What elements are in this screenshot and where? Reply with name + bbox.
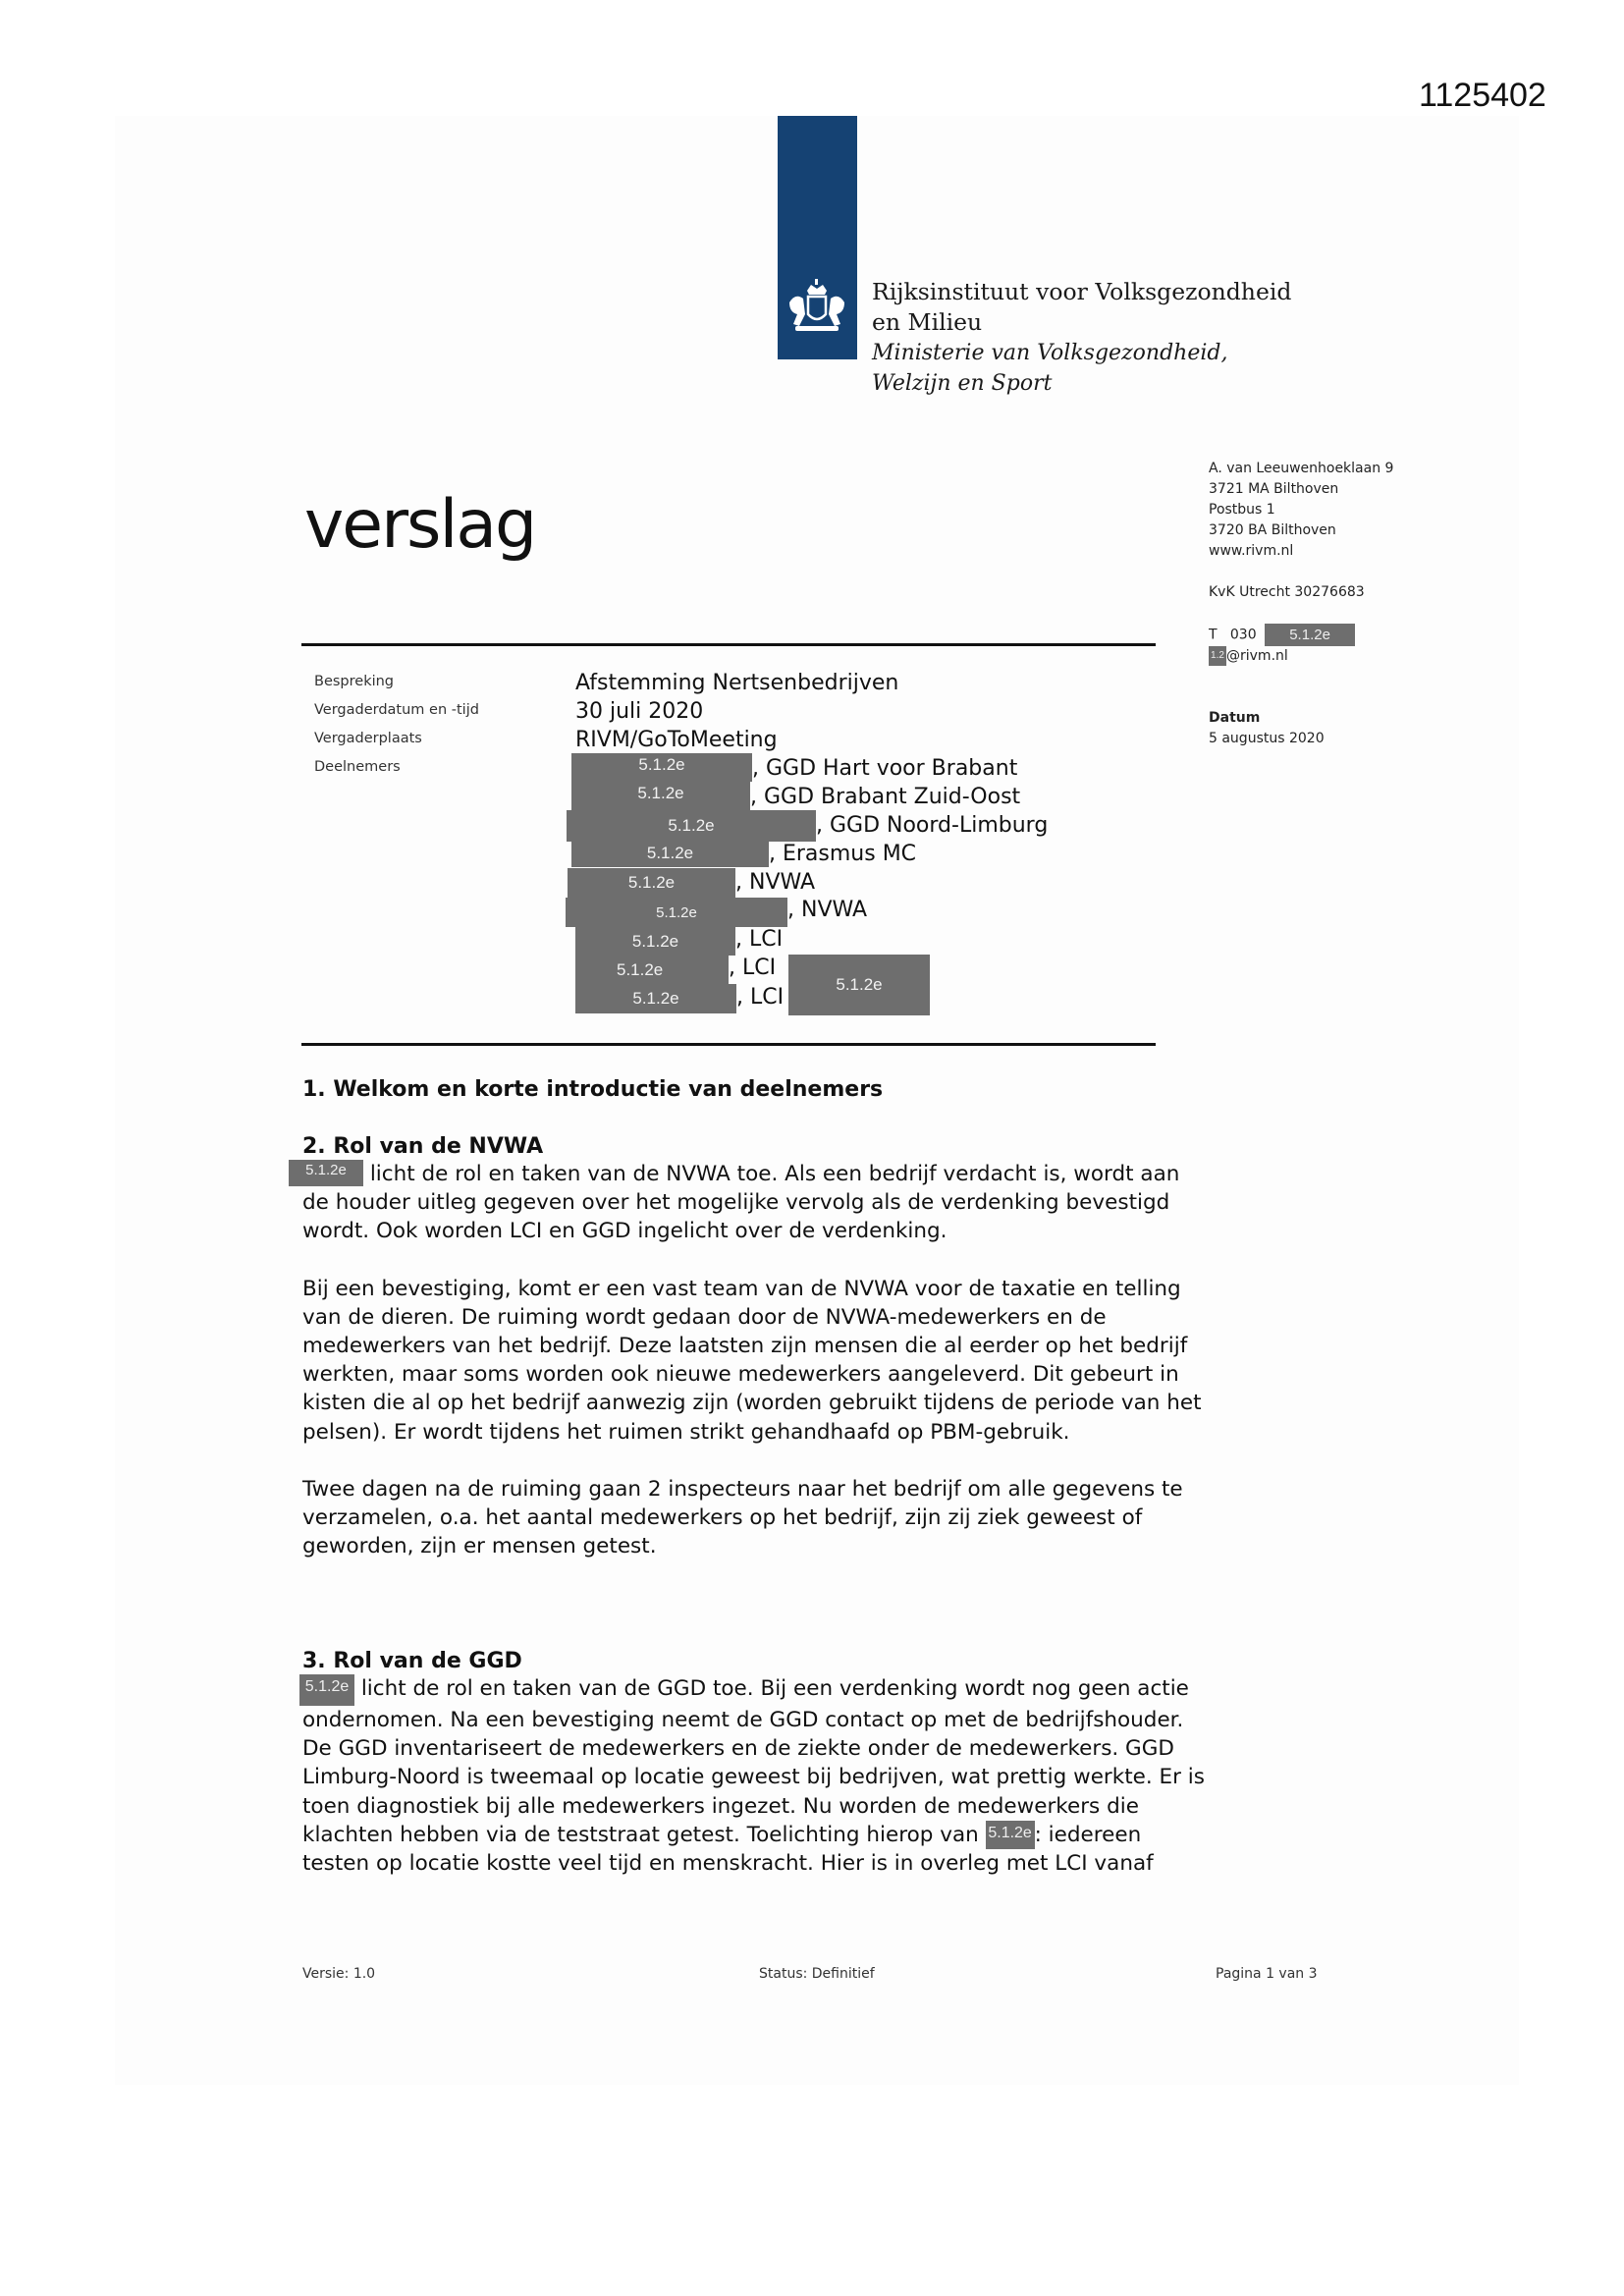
address-postal: 3721 MA Bilthoven [1209,481,1339,497]
participant-org: , LCI [736,985,785,1010]
org-line-1: Rijksinstituut voor Volksgezondheid [872,278,1292,305]
extra-redaction: 5.1.2e [788,955,930,1015]
paragraph-text: licht de rol en taken van de GGD toe. Bij een verdenking wordt nog geen actie ondernomen. Na een bevestiging neemt de GGD contact op met de bedrijfshouder. De GGD inventariseert de medewerkers en de ziekte onder de medewerkers. GGD Limburg-Noord is tweemaal op locatie geweest bij bedrijven, wat prettig werkte. Er is toen diagnostiek bij alle medewerkers ingezet. Nu worden de medewerkers die klachten hebben via de teststraat getest. Toelichting hierop van [302,1676,1205,1847]
meeting-subject: Afstemming Nertsenbedrijven [575,671,899,695]
section-3-heading: 3. Rol van de GGD [302,1649,522,1673]
section-2-paragraph-3: Twee dagen na de ruiming gaan 2 inspecteurs naar het bedrijf om alle gegevens te verzamelen, o.a. het aantal medewerkers op het bedrijf, zijn zij ziek geweest of geworden, zijn er mensen getest. [302,1476,1183,1559]
participant-redaction: 5.1.2e [575,984,736,1013]
email-line [1209,646,1393,667]
participant-redaction: 5.1.2e [567,810,816,842]
document-id: 1125402 [1419,77,1546,114]
participant-org: , LCI [735,927,784,952]
ministry-line-1: Ministerie van Volksgezondheid, [872,341,1228,365]
participant-redaction: 5.1.2e [566,898,787,927]
participant-redaction: 5.1.2e [571,782,750,810]
phone-prefix: T 030 [1209,627,1257,643]
meta-divider [301,1043,1156,1046]
address-street: A. van Leeuwenhoeklaan 9 [1209,461,1394,476]
ministry-line-2: Welzijn en Sport [872,371,1053,396]
coat-of-arms-icon [782,275,852,346]
participant-redaction: 5.1.2e [571,753,752,782]
footer-version: Versie: 1.0 [302,1966,376,1982]
address-postbus: Postbus 1 [1209,502,1275,518]
section-2-paragraph-1 [302,1160,1206,1246]
inline-redaction: 5.1.2e [289,1160,363,1186]
paragraph-text: licht de rol en taken van de NVWA toe. Als een bedrijf verdacht is, wordt aan de houder uitleg gegeven over het mogelijke vervolg als de verdenking bevestigd wordt. Ook worden LCI en GGD ingelicht over de verdenking. [302,1162,1180,1244]
section-2-paragraph-2: Bij een bevestiging, komt er een vast team van de NVWA voor de taxatie en telling van de dieren. De ruiming wordt gedaan door de NVWA-medewerkers en de medewerkers van het bedrijf. Deze laatsten zijn mensen die al eerder op het bedrijf werkten, maar soms worden ook nieuwe medewerkers aangeleverd. Dit gebeurt in kisten die al op het bedrijf aanwezig zijn (worden gebruikt tijdens de periode van het pelsen). Er wordt tijdens het ruimen strikt gehandhaafd op PBM-gebruik. [302,1276,1202,1445]
participant-org: , Erasmus MC [769,842,917,866]
section-2-body [302,1160,1206,1560]
website-link[interactable]: www.rivm.nl [1209,543,1294,559]
footer-status: Status: Definitief [759,1966,875,1982]
phone-line [1209,624,1393,646]
label-deelnemers: Deelnemers [314,759,401,775]
document-title: verslag [304,486,536,564]
participant-redaction: 5.1.2e [575,956,729,984]
participant-org: , LCI [729,956,777,980]
inline-redaction: 5.1.2e [299,1674,354,1706]
label-vergaderplaats: Vergaderplaats [314,731,422,746]
participant-org: , GGD Brabant Zuid-Oost [750,785,1021,809]
organization-name [872,277,1291,399]
date-value: 5 augustus 2020 [1209,731,1325,746]
section-3-paragraph-1 [302,1674,1206,1879]
section-3-body [302,1674,1206,1879]
paragraph-text: : iedereen testen op locatie kostte veel tijd en menskracht. Hier is in overleg met LCI vanaf [302,1822,1154,1877]
meeting-location: RIVM/GoToMeeting [575,728,778,752]
address-postbus-postal: 3720 BA Bilthoven [1209,522,1336,538]
org-line-2: en Milieu [872,308,983,336]
email-redaction: 1.2 [1209,646,1226,666]
label-vergaderdatum: Vergaderdatum en -tijd [314,702,479,718]
participant-redaction: 5.1.2e [575,927,735,956]
participant-org: , NVWA [787,898,868,922]
section-2-heading: 2. Rol van de NVWA [302,1134,544,1159]
inline-redaction: 5.1.2e [986,1821,1035,1849]
email-suffix: @rivm.nl [1226,648,1288,664]
label-bespreking: Bespreking [314,674,395,689]
address-block [1209,459,1393,749]
participant-redaction: 5.1.2e [571,842,769,867]
phone-redaction: 5.1.2e [1265,624,1355,646]
meeting-date: 30 juli 2020 [575,699,704,724]
participant-org: , GGD Noord-Limburg [816,813,1049,838]
date-label: Datum [1209,710,1261,726]
participant-redaction: 5.1.2e [568,868,735,898]
kvk-number: KvK Utrecht 30276683 [1209,584,1365,600]
footer-page: Pagina 1 van 3 [1216,1966,1318,1982]
top-divider [301,643,1156,646]
participant-org: , NVWA [735,870,816,895]
section-1-heading: 1. Welkom en korte introductie van deelnemers [302,1077,884,1102]
participant-org: , GGD Hart voor Brabant [752,756,1018,781]
